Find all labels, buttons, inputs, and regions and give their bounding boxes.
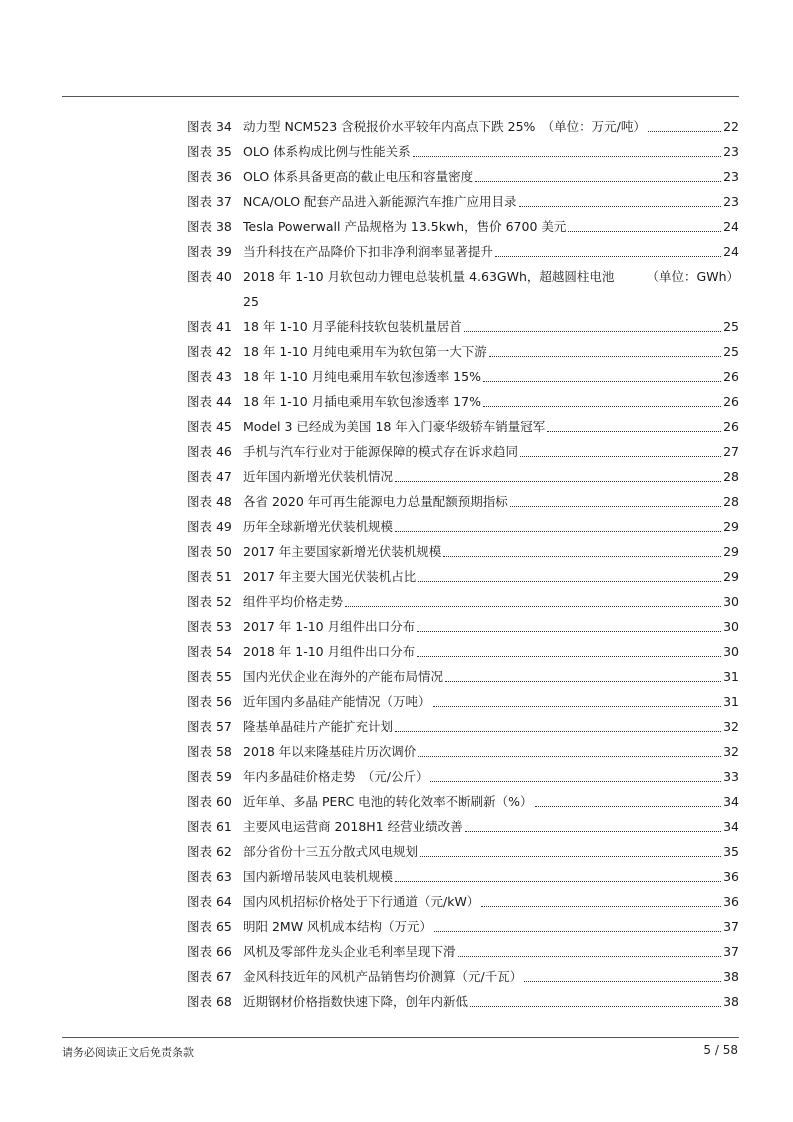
- toc-entry-page: 26: [723, 419, 739, 434]
- toc-entry-label: 图表 50: [187, 544, 232, 559]
- toc-entry-label: 图表 54: [187, 644, 232, 659]
- toc-entry-label: 图表 43: [187, 369, 232, 384]
- toc-entry[interactable]: [187, 211, 739, 236]
- toc-entry-title: 部分省份十三五分散式风电规划: [243, 844, 419, 859]
- toc-entry-label: 图表 55: [187, 669, 232, 684]
- toc-leader-dots: [434, 930, 721, 932]
- toc-entry-label: 图表 41: [187, 319, 232, 334]
- toc-entry-label: 图表 60: [187, 794, 232, 809]
- toc-entry[interactable]: [187, 386, 739, 411]
- toc-leader-dots: [443, 555, 721, 557]
- toc-entry-page: 30: [723, 644, 739, 659]
- toc-leader-dots: [458, 955, 722, 957]
- toc-leader-dots: [489, 355, 721, 357]
- toc-entry-label: 图表 39: [187, 244, 232, 259]
- toc-entry-label: 图表 34: [187, 119, 232, 134]
- toc-entry-title: Model 3 已经成为美国 18 年入门豪华级轿车销量冠军: [243, 419, 546, 434]
- toc-entry[interactable]: [187, 436, 739, 461]
- toc-entry-title: 18 年 1-10 月纯电乘用车为软包第一大下游: [243, 344, 487, 359]
- toc-entry-title: Tesla Powerwall 产品规格为 13.5kwh，售价 6700 美元: [243, 219, 567, 234]
- toc-entry-page: 23: [723, 169, 739, 184]
- toc-entry-label: 图表 49: [187, 519, 232, 534]
- toc-entry[interactable]: [187, 761, 739, 786]
- toc-entry-label: 图表 51: [187, 569, 232, 584]
- toc-leader-dots: [417, 630, 721, 632]
- toc-entry[interactable]: [187, 711, 739, 736]
- toc-entry-page: 38: [723, 969, 739, 984]
- toc-entry-page: 26: [723, 394, 739, 409]
- toc-entry-page: 22: [723, 119, 739, 134]
- toc-entry-page: 24: [723, 244, 739, 259]
- toc-leader-dots: [524, 980, 721, 982]
- toc-entry-label: 图表 56: [187, 694, 232, 709]
- toc-leader-dots: [547, 430, 721, 432]
- toc-leader-dots: [475, 180, 721, 182]
- toc-entry[interactable]: [187, 661, 739, 686]
- toc-entry[interactable]: [187, 261, 739, 286]
- toc-entry-label: 图表 47: [187, 469, 232, 484]
- toc-entry-title: OLO 体系具备更高的截止电压和容量密度: [243, 169, 474, 184]
- toc-entry-title: 历年全球新增光伏装机规模: [243, 519, 394, 534]
- toc-entry-page: 23: [723, 144, 739, 159]
- toc-entry[interactable]: [187, 336, 739, 361]
- toc-entry[interactable]: [187, 461, 739, 486]
- toc-entry-title: 2017 年主要大国光伏装机占比: [243, 569, 417, 584]
- toc-entry-page: 35: [723, 844, 739, 859]
- toc-entry-page: 25: [723, 344, 739, 359]
- toc-entry[interactable]: [187, 511, 739, 536]
- toc-leader-dots: [418, 580, 721, 582]
- toc-entry[interactable]: [187, 736, 739, 761]
- toc-leader-dots: [345, 605, 721, 607]
- toc-entry[interactable]: [187, 486, 739, 511]
- toc-entry[interactable]: [187, 936, 739, 961]
- toc-entry-title: 国内风机招标价格处于下行通道（元/kW）: [243, 894, 480, 909]
- toc-entry-title: 近期钢材价格指数快速下降，创年内新低: [243, 994, 469, 1009]
- toc-entry[interactable]: [187, 861, 739, 886]
- toc-entry[interactable]: [187, 111, 739, 136]
- toc-entry-title: 国内新增吊装风电装机规模: [243, 869, 394, 884]
- toc-leader-dots: [433, 705, 722, 707]
- toc-leader-dots: [465, 830, 721, 832]
- toc-leader-dots: [395, 880, 721, 882]
- toc-entry-label: 图表 48: [187, 494, 232, 509]
- toc-entry-label: 图表 63: [187, 869, 232, 884]
- toc-leader-dots: [417, 655, 721, 657]
- toc-entry[interactable]: [187, 836, 739, 861]
- toc-leader-dots: [413, 155, 721, 157]
- footer-rule: [62, 1037, 739, 1038]
- toc-entry[interactable]: [187, 611, 739, 636]
- toc-entry-title: 18 年 1-10 月孚能科技软包装机量居首: [243, 319, 462, 334]
- toc-entry[interactable]: [187, 361, 739, 386]
- toc-entry-label: 图表 37: [187, 194, 232, 209]
- toc-leader-dots: [648, 130, 721, 132]
- toc-leader-dots: [568, 230, 721, 232]
- toc-entry-page: 29: [723, 519, 739, 534]
- toc-entry-title: 近年单、多晶 PERC 电池的转化效率不断刷新（%）: [243, 794, 533, 809]
- toc-entry-title: 年内多晶硅价格走势 （元/公斤）: [243, 769, 429, 784]
- toc-entry[interactable]: [187, 136, 739, 161]
- toc-entry-label: 图表 42: [187, 344, 232, 359]
- toc-entry-page: 27: [723, 444, 739, 459]
- toc-entry-page: 25: [243, 294, 259, 309]
- toc-entry-title: 动力型 NCM523 含税报价水平较年内高点下跌 25% （单位：万元/吨）: [243, 119, 646, 134]
- toc-entry-label: 图表 40: [187, 269, 232, 284]
- toc-entry-page: 31: [723, 669, 739, 684]
- toc-entry-title: 明阳 2MW 风机成本结构（万元）: [243, 919, 433, 934]
- toc-leader-dots: [470, 1005, 721, 1007]
- toc-entry-page: 34: [723, 819, 739, 834]
- toc-leader-dots: [483, 405, 721, 407]
- toc-entry-page: 36: [723, 894, 739, 909]
- figure-index-list: [187, 111, 739, 1011]
- toc-leader-dots: [520, 455, 721, 457]
- toc-entry-title: 手机与汽车行业对于能源保障的模式存在诉求趋同: [243, 444, 519, 459]
- toc-entry-title: 当升科技在产品降价下扣非净利润率显著提升: [243, 244, 494, 259]
- toc-entry-page: 37: [723, 944, 739, 959]
- toc-entry-label: 图表 36: [187, 169, 232, 184]
- toc-entry[interactable]: [187, 411, 739, 436]
- toc-entry-label: 图表 57: [187, 719, 232, 734]
- toc-entry-continuation: [187, 286, 739, 311]
- toc-entry-page: 24: [723, 219, 739, 234]
- toc-entry[interactable]: [187, 636, 739, 661]
- toc-leader-dots: [395, 480, 721, 482]
- toc-entry-label: 图表 45: [187, 419, 232, 434]
- toc-entry-label: 图表 61: [187, 819, 232, 834]
- toc-entry-title: 2018 年 1-10 月组件出口分布: [243, 644, 416, 659]
- toc-entry-label: 图表 65: [187, 919, 232, 934]
- toc-entry-label: 图表 66: [187, 944, 232, 959]
- footer-disclaimer: 请务必阅读正文后免责条款: [62, 1046, 194, 1059]
- toc-entry-page: 30: [723, 594, 739, 609]
- toc-entry-label: 图表 68: [187, 994, 232, 1009]
- toc-entry-page: 29: [723, 569, 739, 584]
- toc-entry-page: 37: [723, 919, 739, 934]
- toc-entry[interactable]: [187, 161, 739, 186]
- toc-entry[interactable]: [187, 561, 739, 586]
- toc-entry-page: 33: [723, 769, 739, 784]
- toc-leader-dots: [418, 755, 721, 757]
- toc-entry-title: 国内光伏企业在海外的产能布局情况: [243, 669, 444, 684]
- toc-leader-dots: [510, 505, 721, 507]
- header-rule: [62, 96, 739, 97]
- toc-entry-page: 28: [723, 494, 739, 509]
- toc-entry[interactable]: [187, 586, 739, 611]
- toc-entry[interactable]: [187, 911, 739, 936]
- toc-entry-title: 18 年 1-10 月插电乘用车软包渗透率 17%: [243, 394, 481, 409]
- toc-entry-title: 各省 2020 年可再生能源电力总量配额预期指标: [243, 494, 508, 509]
- toc-entry-title: 主要风电运营商 2018H1 经营业绩改善: [243, 819, 463, 834]
- toc-entry-page: 26: [723, 369, 739, 384]
- toc-leader-dots: [445, 680, 721, 682]
- footer-page-number: 5 / 58: [703, 1043, 738, 1057]
- toc-entry[interactable]: [187, 786, 739, 811]
- toc-entry-label: 图表 38: [187, 219, 232, 234]
- toc-entry-label: 图表 52: [187, 594, 232, 609]
- toc-entry-label: 图表 59: [187, 769, 232, 784]
- toc-entry-title: 近年国内新增光伏装机情况: [243, 469, 394, 484]
- toc-entry-label: 图表 58: [187, 744, 232, 759]
- toc-entry-title: NCA/OLO 配套产品进入新能源汽车推广应用目录: [243, 194, 517, 209]
- toc-entry-title: 18 年 1-10 月纯电乘用车软包渗透率 15%: [243, 369, 481, 384]
- toc-entry[interactable]: [187, 186, 739, 211]
- toc-leader-dots: [420, 855, 721, 857]
- toc-entry-label: 图表 64: [187, 894, 232, 909]
- toc-entry-title: 2018 年以来隆基硅片历次调价: [243, 744, 417, 759]
- toc-leader-dots: [535, 805, 722, 807]
- toc-entry-title: OLO 体系构成比例与性能关系: [243, 144, 411, 159]
- toc-entry-page: 23: [723, 194, 739, 209]
- toc-leader-dots: [495, 255, 721, 257]
- toc-entry-title: 金风科技近年的风机产品销售均价测算（元/千瓦）: [243, 969, 523, 984]
- toc-entry-title: 2017 年 1-10 月组件出口分布: [243, 619, 416, 634]
- toc-entry-label: 图表 44: [187, 394, 232, 409]
- toc-leader-dots: [395, 730, 721, 732]
- toc-entry-title-unit: （单位：GWh）: [646, 269, 739, 284]
- toc-leader-dots: [481, 905, 721, 907]
- toc-entry-title: 隆基单晶硅片产能扩充计划: [243, 719, 394, 734]
- toc-entry[interactable]: [187, 986, 739, 1011]
- toc-entry[interactable]: [187, 811, 739, 836]
- toc-entry-page: 28: [723, 469, 739, 484]
- toc-entry-label: 图表 62: [187, 844, 232, 859]
- toc-leader-dots: [464, 330, 721, 332]
- toc-entry[interactable]: [187, 536, 739, 561]
- toc-leader-dots: [483, 380, 721, 382]
- toc-entry-title: 组件平均价格走势: [243, 594, 344, 609]
- toc-entry-page: 38: [723, 994, 739, 1009]
- toc-entry-title: 近年国内多晶硅产能情况（万吨）: [243, 694, 431, 709]
- toc-entry-page: 36: [723, 869, 739, 884]
- toc-entry-label: 图表 46: [187, 444, 232, 459]
- toc-entry-label: 图表 67: [187, 969, 232, 984]
- toc-leader-dots: [519, 205, 722, 207]
- toc-leader-dots: [395, 530, 721, 532]
- toc-entry[interactable]: [187, 236, 739, 261]
- toc-entry-label: 图表 35: [187, 144, 232, 159]
- toc-entry-title-main: 2018 年 1-10 月软包动力锂电总装机量 4.63GWh，超越圆柱电池: [243, 269, 615, 284]
- toc-entry[interactable]: [187, 686, 739, 711]
- toc-entry-page: 25: [723, 319, 739, 334]
- toc-entry-page: 32: [723, 744, 739, 759]
- toc-entry[interactable]: [187, 311, 739, 336]
- toc-entry-title: [243, 268, 739, 286]
- toc-entry-title: 风机及零部件龙头企业毛利率呈现下滑: [243, 944, 456, 959]
- toc-leader-dots: [430, 780, 721, 782]
- toc-entry-page: 30: [723, 619, 739, 634]
- toc-entry-label: 图表 53: [187, 619, 232, 634]
- toc-entry-page: 29: [723, 544, 739, 559]
- toc-entry-page: 31: [723, 694, 739, 709]
- toc-entry-page: 34: [723, 794, 739, 809]
- toc-entry[interactable]: [187, 961, 739, 986]
- toc-entry-title: 2017 年主要国家新增光伏装机规模: [243, 544, 442, 559]
- toc-entry-page: 32: [723, 719, 739, 734]
- toc-entry[interactable]: [187, 886, 739, 911]
